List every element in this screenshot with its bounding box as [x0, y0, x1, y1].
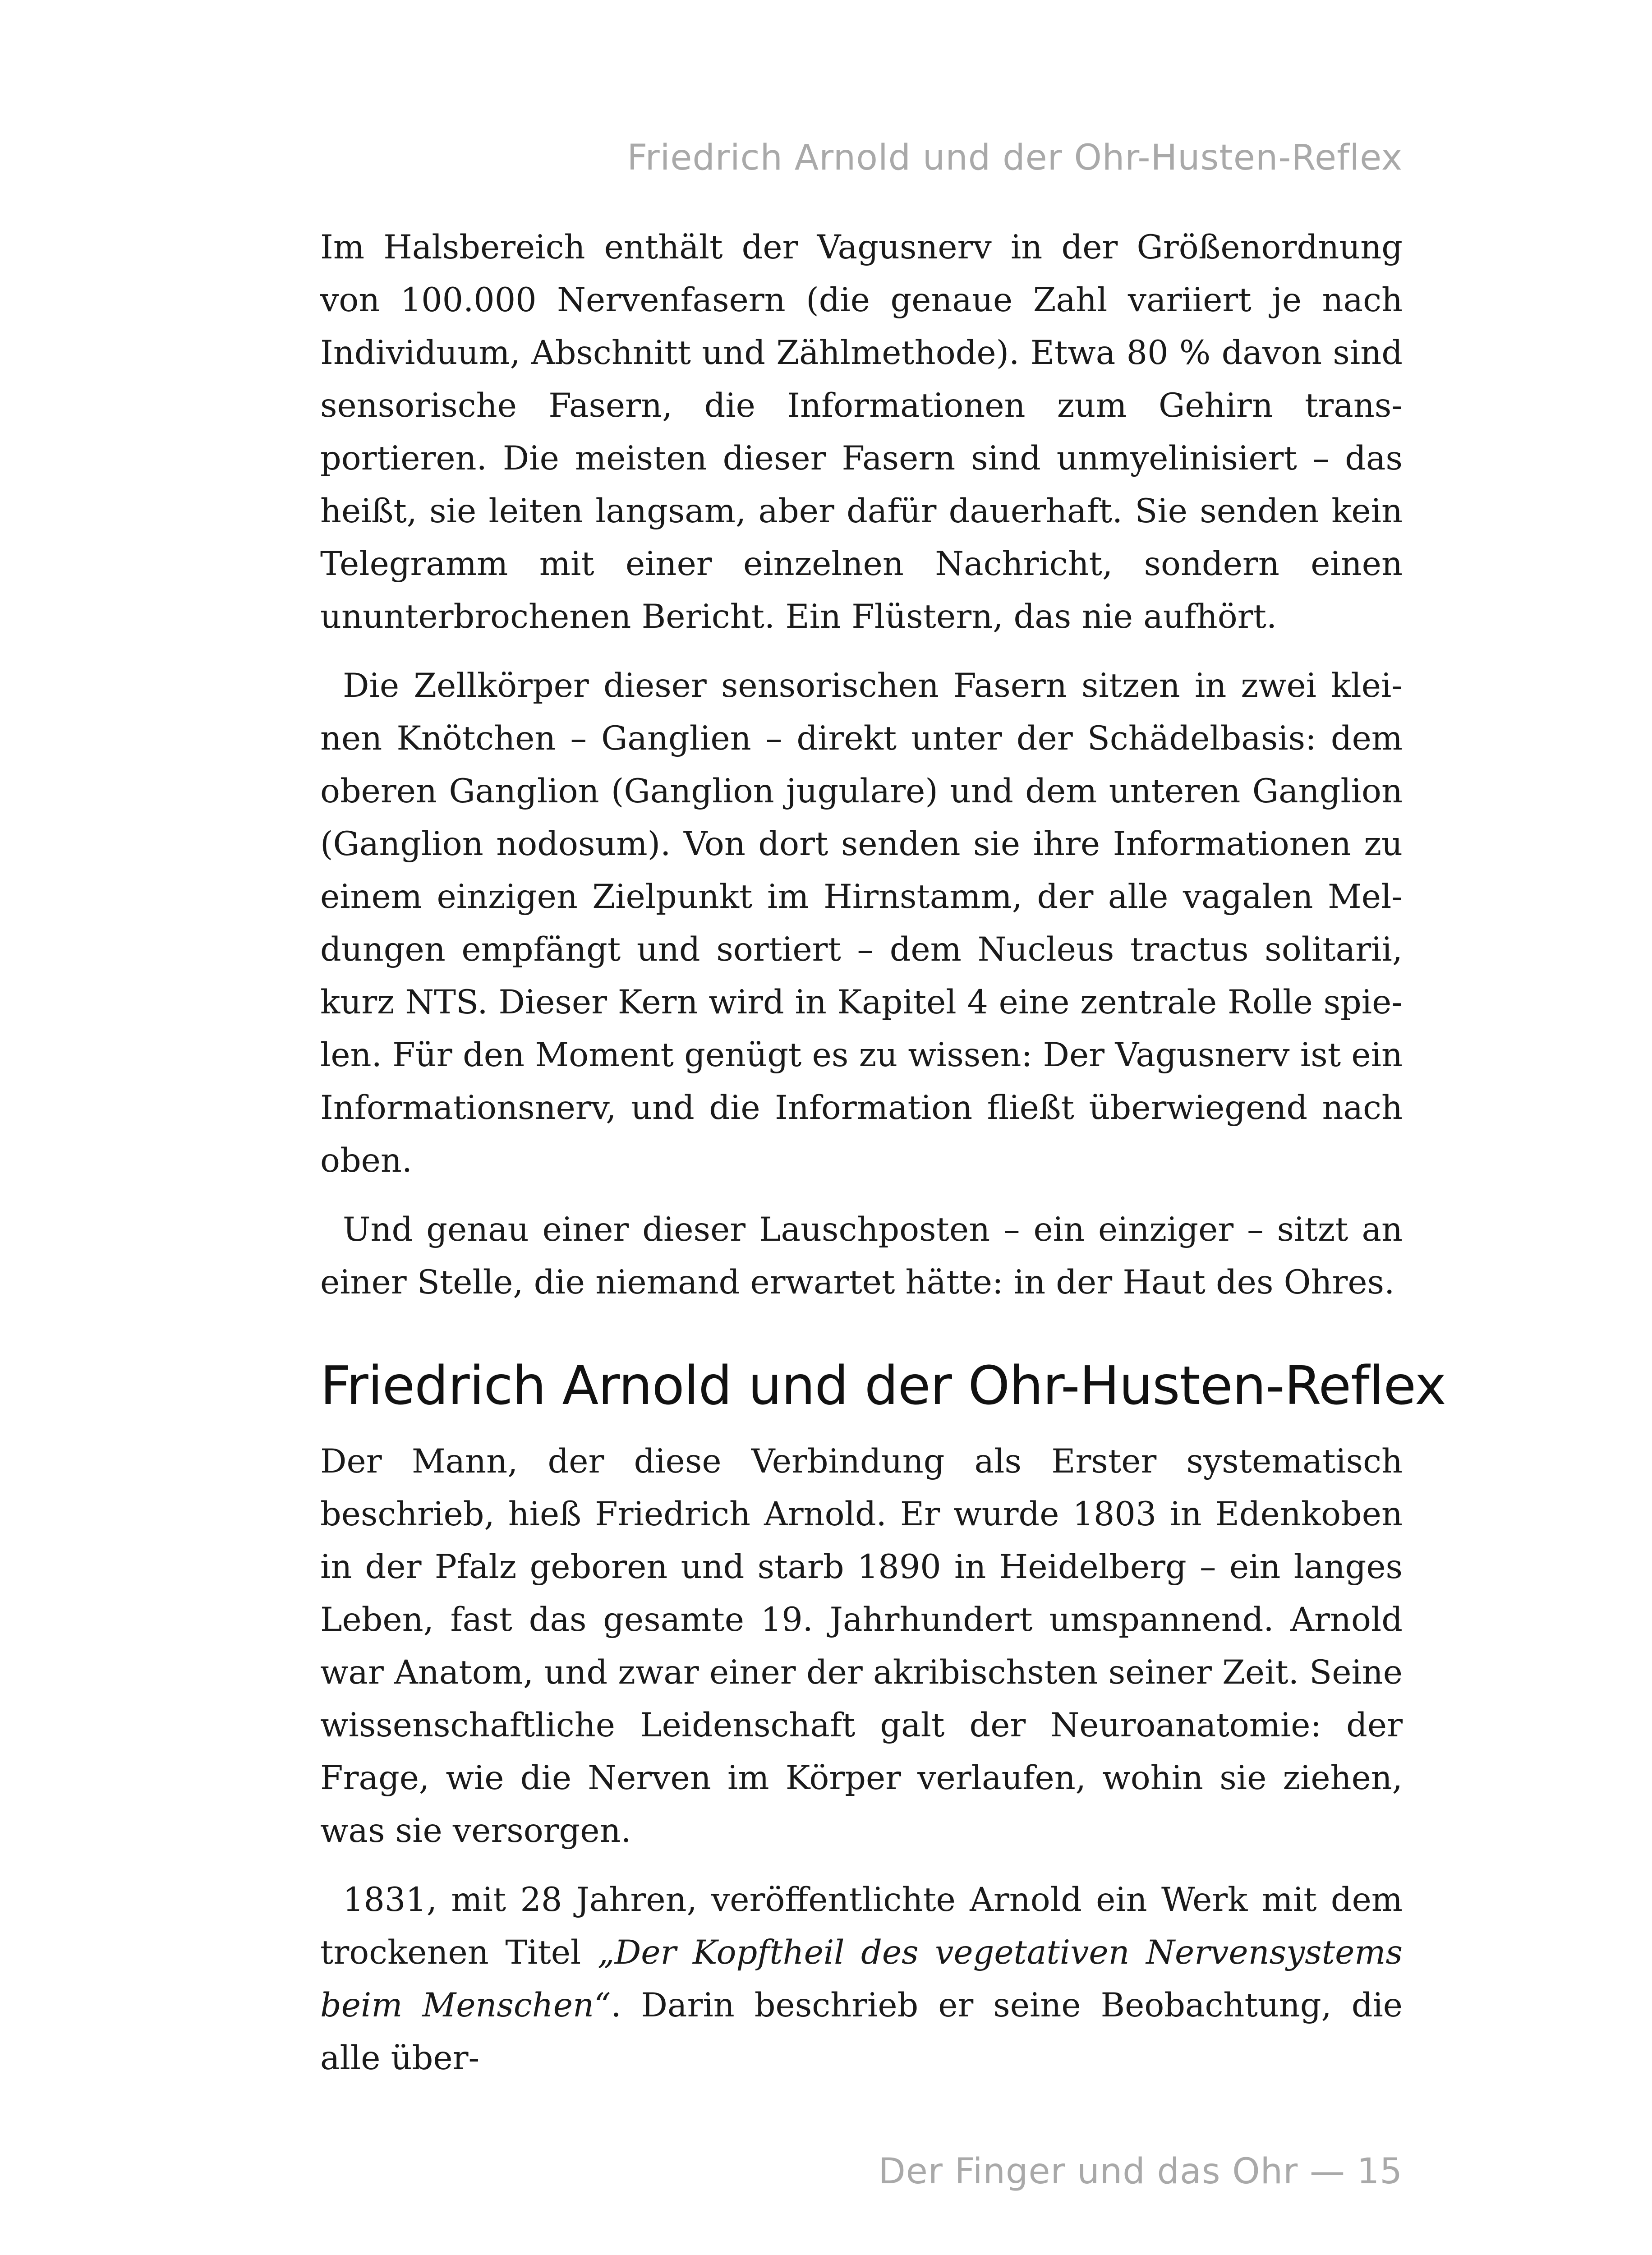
paragraph-arnold-werk [320, 1873, 1403, 2085]
werk-lead-text: 1831, mit 28 Jahren, veröffentlichte Arnold ein Werk mit dem trockenen Titel [320, 1881, 1403, 1972]
paragraph-zellkoerper: Die Zellkörper dieser sensorischen Fasern sitzen in zwei kleinen Knötchen – Ganglien – direkt unter der Schädelbasis: dem oberen Ganglion (Ganglion jugulare) und dem unteren Ganglion (Ganglion nodosum). Von dort senden sie ihre Informationen zu einem einzigen Zielpunkt im Hirnstamm, der alle vagalen Meldungen empfängt und sortiert – dem Nucleus tractus solitarii, kurz NTS. Dieser Kern wird in Kapitel 4 eine zentrale Rolle spielen. Für den Moment genügt es zu wissen: Der Vagusnerv ist ein Informationsnerv, und die Information fließt überwiegend nach oben. [320, 667, 1403, 1180]
werk-tail-text: . Darin beschrieb er seine Beobachtung, die alle über- [320, 1986, 1403, 2077]
werk-title: „Der Kopftheil des vegetativen Nervensystems beim Menschen“ [320, 1933, 1403, 2025]
section-heading: Friedrich Arnold und der Ohr-Husten-Reflex [320, 1354, 1446, 1417]
paragraph-halsbereich: Im Halsbereich enthält der Vagusnerv in der Größenordnung von 100.000 Nervenfasern (die genaue Zahl variiert je nach Individuum, Abschnitt und Zählmethode). Etwa 80 % davon sind sensorische Fasern, die Informationen zum Gehirn transportieren. Die meisten dieser Fasern sind unmyelinisiert – das heißt, sie leiten langsam, aber dafür dauerhaft. Sie senden kein Telegramm mit einer einzelnen Nachricht, sondern einen ununterbrochenen Bericht. Ein Flüstern, das nie aufhört. [320, 228, 1403, 636]
page-body [320, 221, 1446, 2085]
page-footer: Der Finger und das Ohr — 15 [878, 2151, 1403, 2192]
paragraph-arnold-bio: Der Mann, der diese Verbindung als Erster systematisch beschrieb, hieß Friedrich Arnold. Er wurde 1803 in Edenkoben in der Pfalz geboren und starb 1890 in Heidelberg – ein langes Leben, fast das gesamte 19. Jahrhundert umspannend. Arnold war Anatom, und zwar einer der akribischsten seiner Zeit. Seine wissenschaftliche Leidenschaft galt der Neuroanatomie: der Frage, wie die Nerven im Körper verlaufen, wohin sie ziehen, was sie versorgen. [320, 1442, 1403, 1850]
paragraph-lauschposten: Und genau einer dieser Lauschposten – ein einziger – sitzt an einer Stelle, die niemand erwartet hätte: in der Haut des Ohres. [320, 1210, 1403, 1302]
book-page [320, 0, 1446, 2255]
running-head: Friedrich Arnold und der Ohr-Husten-Reflex [627, 138, 1403, 178]
